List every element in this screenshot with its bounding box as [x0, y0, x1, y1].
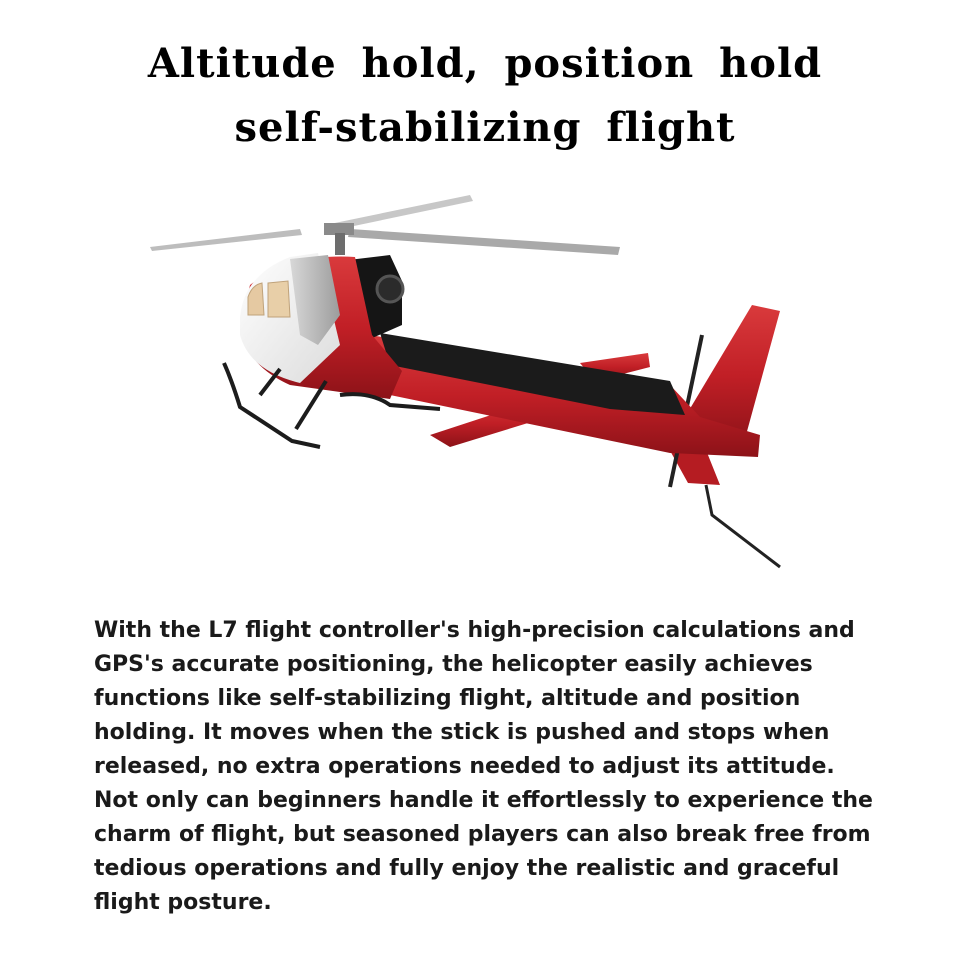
description-line: flight posture. [94, 890, 272, 915]
description-line: released, no extra operations needed to adjust its attitude. [94, 754, 835, 779]
main-rotor [150, 195, 620, 255]
page-title-line-2: self-stabilizing flight [234, 104, 736, 151]
description-text [94, 614, 894, 920]
description-line: functions like self-stabilizing flight, altitude and position [94, 686, 801, 711]
page-title-line-1: Altitude hold, position hold [147, 40, 823, 87]
description-line: Not only can beginners handle it effortlessly to experience the [94, 788, 873, 813]
description-line: GPS's accurate positioning, the helicopter easily achieves [94, 652, 813, 677]
description-line: tedious operations and fully enjoy the realistic and graceful [94, 856, 840, 881]
description-line: charm of flight, but seasoned players can also break free from [94, 822, 871, 847]
description-line: holding. It moves when the stick is pushed and stops when [94, 720, 830, 745]
description-line: With the L7 flight controller's high-precision calculations and [94, 618, 855, 643]
helicopter-icon [140, 185, 800, 585]
